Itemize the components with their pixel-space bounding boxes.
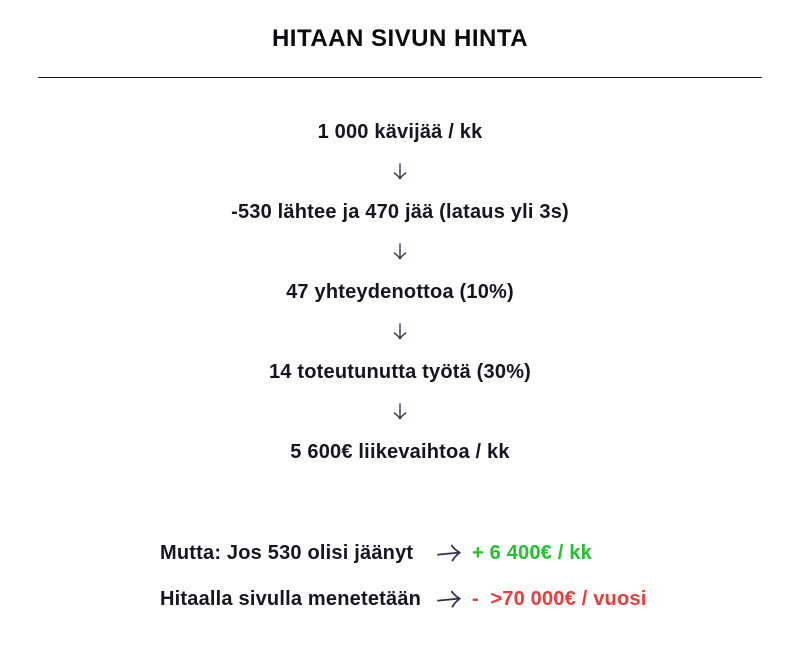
page-title: HITAAN SIVUN HINTA: [271, 25, 529, 52]
right-arrow-icon: [435, 587, 465, 611]
down-arrow-icon: [391, 400, 409, 424]
funnel-step-bounce: -530 lähtee ja 470 jää (lataus yli 3s): [231, 201, 569, 223]
summary-label-loss: Hitaalla sivulla menetetään: [160, 588, 422, 610]
summary-value-loss: - >70 000€ / vuosi: [472, 588, 647, 610]
funnel-step-visitors: 1 000 kävijää / kk: [317, 121, 483, 143]
summary-value-gain: + 6 400€ / kk: [472, 542, 592, 564]
down-arrow-icon: [391, 160, 409, 184]
funnel-step-contacts: 47 yhteydenottoa (10%): [286, 281, 514, 303]
down-arrow-icon: [391, 240, 409, 264]
funnel-step-jobs: 14 toteutunutta työtä (30%): [268, 361, 532, 383]
divider: [38, 77, 762, 78]
down-arrow-icon: [391, 320, 409, 344]
summary-label-gain: Mutta: Jos 530 olisi jäänyt: [160, 542, 414, 564]
conversion-funnel: [0, 119, 800, 465]
funnel-step-revenue: 5 600€ liikevaihtoa / kk: [290, 441, 510, 463]
summary-comparison: [160, 540, 800, 612]
right-arrow-icon: [435, 541, 465, 565]
